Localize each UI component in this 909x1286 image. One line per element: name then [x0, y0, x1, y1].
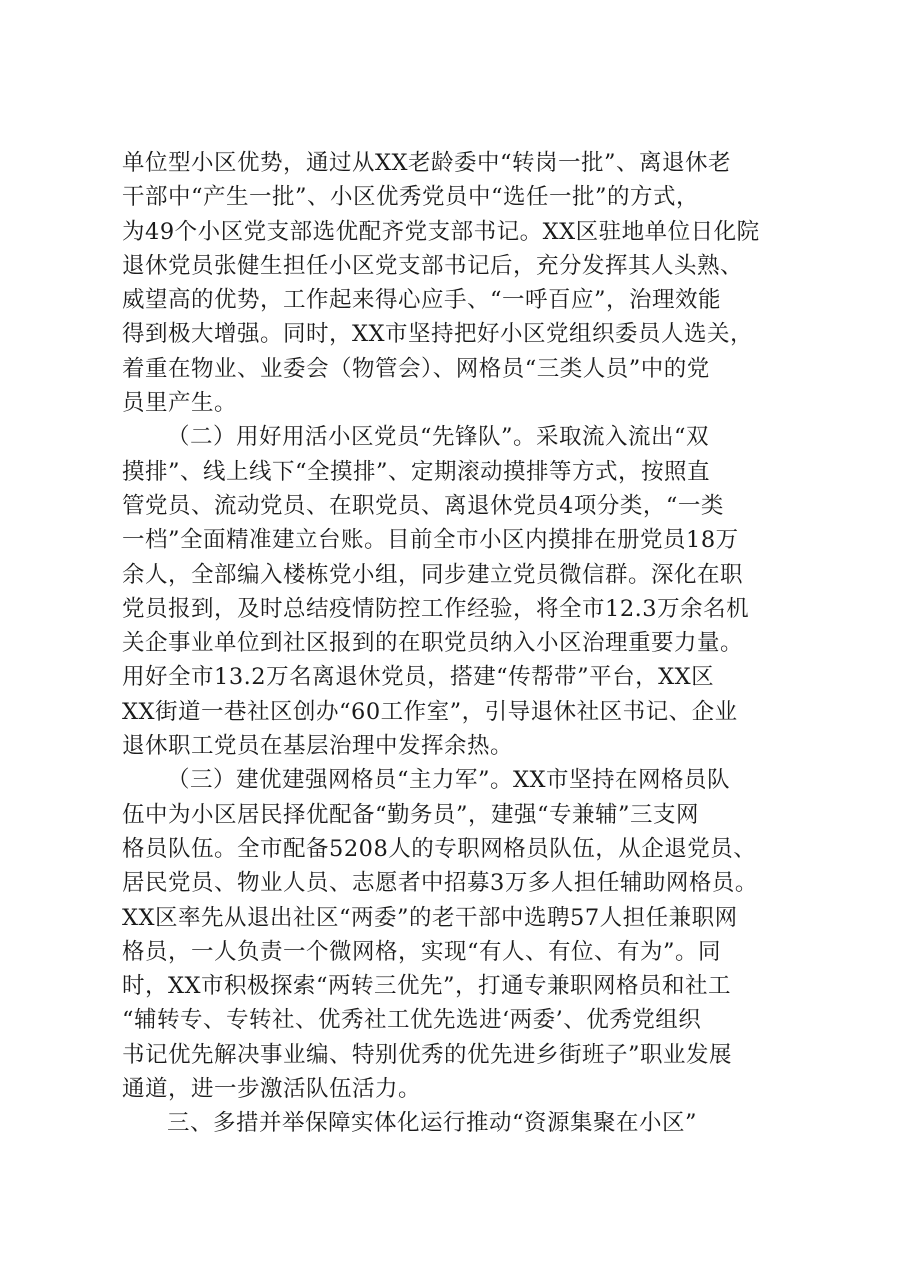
text-line: 通道，进一步激活队伍活力。 [122, 1076, 422, 1103]
paragraph-first-line: 三、多措并举保障实体化运行推动“资源集聚在小区” [167, 1110, 698, 1137]
text-line: 干部中“产生一批”、小区优秀党员中“选任一批”的方式， [122, 184, 700, 211]
text-line: 格员队伍。全市配备5208人的专职网格员队伍，从企退党员、 [122, 835, 757, 862]
text-line: 退休职工党员在基层治理中发挥余热。 [122, 733, 514, 760]
text-line: 管党员、流动党员、在职党员、离退休党员4项分类，“一类 [122, 492, 724, 519]
text-line: 员里产生。 [122, 390, 238, 417]
text-line: “辅转专、专转社、优秀社工优先选进‘两委’、优秀党组织 [122, 1007, 702, 1034]
paragraph-first-line: （三）建优建强网格员“主力军”。XX市坚持在网格员队 [167, 767, 731, 794]
text-line: 单位型小区优势，通过从XX老龄委中“转岗一批”、离退休老 [122, 150, 732, 176]
text-line: 摸排”、线上线下“全摸排”、定期滚动摸排等方式，按照直 [122, 458, 711, 485]
text-line: 退休党员张健生担任小区党支部书记后，充分发挥其人头熟、 [122, 252, 744, 279]
text-line: XX区率先从退出社区“两委”的老干部中选聘57人担任兼职网 [122, 904, 738, 931]
text-line: 得到极大增强。同时，XX市坚持把好小区党组织委员人选关， [122, 321, 754, 348]
text-line: 党员报到，及时总结疫情防控工作经验，将全市12.3万余名机 [122, 595, 750, 622]
text-line: 用好全市13.2万名离退休党员，搭建“传帮带”平台，XX区 [122, 664, 715, 691]
document-body [122, 146, 802, 1141]
text-line: 关企事业单位到社区报到的在职党员纳入小区治理重要力量。 [122, 630, 744, 657]
text-line: 为49个小区党支部选优配齐党支部书记。XX区驻地单位日化院 [122, 218, 760, 245]
text-line: 书记优先解决事业编、特别优秀的优先进乡街班子”职业发展 [122, 1041, 733, 1068]
text-line: 时，XX市积极探索“两转三优先”，打通专兼职网格员和社工 [122, 973, 732, 1000]
text-line: 格员，一人负责一个微网格，实现“有人、有位、有为”。同 [122, 938, 722, 965]
text-line: 伍中为小区居民择优配备“勤务员”，建强“专兼辅”三支网 [122, 801, 700, 828]
text-line: XX街道一巷社区创办“60工作室”，引导退休社区书记、企业 [122, 698, 738, 725]
paragraph-first-line: （二）用好用活小区党员“先锋队”。采取流入流出“双 [167, 424, 710, 451]
text-line: 威望高的优势，工作起来得心应手、“一呼百应”，治理效能 [122, 287, 722, 314]
text-line: 余人，全部编入楼栋党小组，同步建立党员微信群。深化在职 [122, 561, 744, 588]
text-line: 一档”全面精准建立台账。目前全市小区内摸排在册党员18万 [122, 527, 739, 554]
text-line: 着重在物业、业委会（物管会）、网格员“三类人员”中的党 [122, 355, 710, 382]
text-line: 居民党员、物业人员、志愿者中招募3万多人担任辅助网格员。 [122, 870, 758, 897]
